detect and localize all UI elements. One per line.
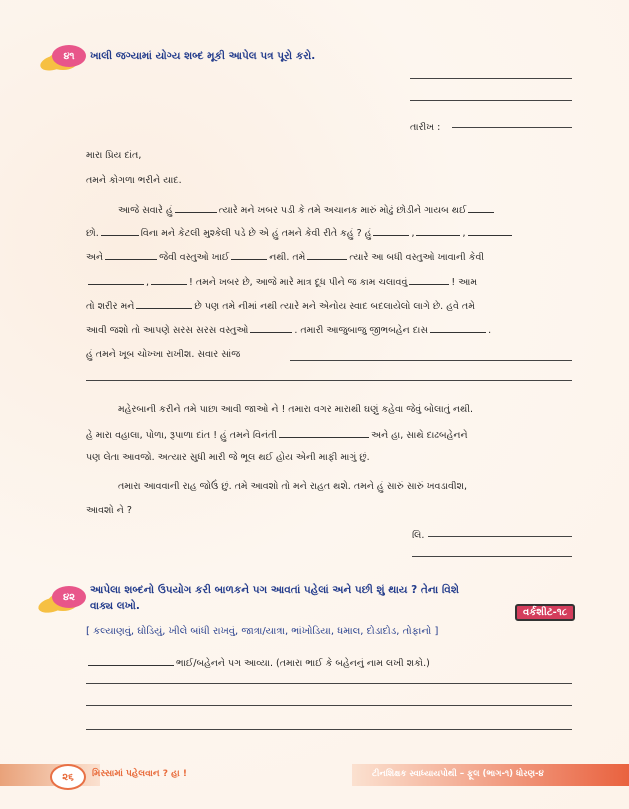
para2-line-4: તમારા આવવાની રાહ જોઉં છું. તમે આવશો તો મને રાહત થશે. તમને હું સારું સારું ખવડાવીશ,	[118, 481, 467, 492]
q42-instruction-line-2: વાક્ય લખો.	[90, 600, 140, 612]
blank-field[interactable]	[307, 250, 347, 260]
blank-field[interactable]	[231, 250, 267, 260]
signature-line[interactable]	[412, 556, 572, 557]
blank-field[interactable]	[468, 226, 512, 236]
footer-left-text: મિસ્સામાં પહેલવાન ? હા !	[92, 769, 187, 779]
text-segment: ,	[146, 277, 150, 288]
text-segment: છે પણ તમે નીમાં નથી ત્યારે મને એનોય સ્વાદ બદલાયેલો લાગે છે. હવે તમે	[194, 301, 475, 312]
text-segment: . તમારી આજુબાજુ જીભબહેન દાસ	[294, 325, 429, 336]
blank-field[interactable]	[88, 275, 144, 285]
para2-line-2	[86, 428, 468, 442]
blank-field[interactable]	[105, 250, 157, 260]
q41-instruction: ખાલી જગ્યામાં યોગ્ય શબ્દ મૂકી આપેલ પત્ર પૂરો કરો.	[90, 50, 316, 62]
text-segment: .	[488, 325, 492, 336]
writing-line[interactable]	[86, 683, 572, 684]
text-segment: આજે સવારે હું	[118, 205, 173, 216]
text-segment: ,	[411, 228, 415, 239]
writing-line[interactable]	[290, 360, 572, 361]
letter-line-3	[86, 250, 484, 264]
blank-field[interactable]	[279, 428, 369, 438]
text-segment: ભાઈ/બહેનને પગ આવ્યા. (તમારા ભાઈ કે બહેનનું નામ લખી શકો.)	[176, 658, 430, 669]
text-segment: ત્યારે મને ખબર પડી કે તમે અચાનક મારું મોઢું છોડીને ગાયબ થઈ	[218, 205, 467, 216]
text-segment: આવી જશો તો આપણે સરસ સરસ વસ્તુઓ	[86, 325, 249, 336]
page-number: ૨૬	[50, 764, 86, 790]
blank-field[interactable]	[101, 226, 139, 236]
para2-line-3: પણ લેતા આવજો. અત્યાર સુધી મારી જે ભૂલ થઈ હોય એની માફી માગું છું.	[86, 452, 370, 463]
date-label: તારીખ :	[410, 122, 441, 133]
text-segment: વિના મને કેટલી મુશ્કેલી પડે છે એ હું તમને કેવી રીતે કહું ? હું	[140, 228, 372, 239]
text-segment: ! તમને ખબર છે, આજે મારે માત્ર દૂધ પીને જ કામ ચલાવવું	[189, 277, 408, 288]
text-segment: જેવી વસ્તુઓ ખાઈ	[159, 252, 230, 263]
writing-line[interactable]	[86, 729, 572, 730]
worksheet-tag: વર્કશીટ-૧૮	[515, 604, 575, 621]
blank-field[interactable]	[416, 226, 460, 236]
letter-line-7: હું તમને ખૂબ ચોખ્ખા રાખીશ. સવાર સાંજ	[86, 349, 241, 360]
word-bank: [ કલ્યાણવું, ઘોડિયું, ખીલે બાંધી રાખવું, જાત્રા/યાત્રા, ભાંખોડિયા, ધમાલ, દોડાદોડ, તોફાનો ]	[86, 626, 439, 637]
text-segment: હે મારા વહાલા, પોળા, રૂપાળા દાંત ! હું તમને વિનંતી	[86, 430, 278, 441]
text-segment: અને	[86, 252, 104, 263]
signature-label: લિ.	[412, 530, 425, 541]
writing-line[interactable]	[86, 380, 572, 381]
address-line-1[interactable]	[410, 78, 572, 79]
para2-line-5: આવશો ને ?	[86, 505, 132, 516]
letter-line-2	[86, 226, 514, 240]
blank-field[interactable]	[151, 275, 187, 285]
text-segment: છો.	[86, 228, 99, 239]
text-segment: ,	[462, 228, 466, 239]
blank-field[interactable]	[136, 299, 192, 309]
footer-right-text: ટીનશિક્ષક સ્વાધ્યાયપોથી – ફૂલ (ભાગ-૧) ધોરણ-૪	[372, 769, 544, 779]
blank-field[interactable]	[250, 323, 292, 333]
text-segment: ત્યારે આ બધી વસ્તુઓ ખાવાની કેવી	[349, 252, 485, 263]
date-field[interactable]	[452, 127, 572, 128]
letter-line-5	[86, 299, 475, 313]
q42-instruction-line-1: આપેલા શબ્દનો ઉપયોગ કરી બાળકને પગ આવતાં પહેલાં અને પછી શું થાય ? તેના વિશે	[90, 584, 459, 596]
address-line-2[interactable]	[410, 100, 572, 101]
text-segment: અને હા, સાથે દાઢબહેનને	[371, 430, 468, 441]
text-segment: ! આમ	[451, 277, 478, 288]
writing-line[interactable]	[86, 705, 572, 706]
signature-line[interactable]	[428, 536, 572, 537]
blank-field[interactable]	[88, 656, 174, 666]
blank-field[interactable]	[409, 275, 449, 285]
para2-line-1: મહેરબાની કરીને તમે પાછા આવી જાઓ ને ! તમારા વગર મારાથી ઘણું કહેવા જેવું બોલાતું નથી.	[118, 404, 474, 415]
blank-field[interactable]	[468, 203, 494, 213]
letter-line-1	[118, 203, 496, 217]
q42-number-badge: ૪૨	[52, 586, 86, 608]
text-segment: નથી. તમે	[269, 252, 306, 263]
q42-sentence	[86, 656, 430, 670]
blank-field[interactable]	[430, 323, 486, 333]
blank-field[interactable]	[175, 203, 217, 213]
q41-number-badge: ૪૧	[52, 45, 86, 67]
text-segment: તો શરીર મને	[86, 301, 135, 312]
letter-line-4	[86, 275, 477, 289]
blank-field[interactable]	[373, 226, 409, 236]
letter-line-6	[86, 323, 491, 337]
salutation: મારા પ્રિય દાંત,	[86, 150, 142, 161]
greeting: તમને કોગળા ભરીને યાદ.	[86, 175, 182, 186]
